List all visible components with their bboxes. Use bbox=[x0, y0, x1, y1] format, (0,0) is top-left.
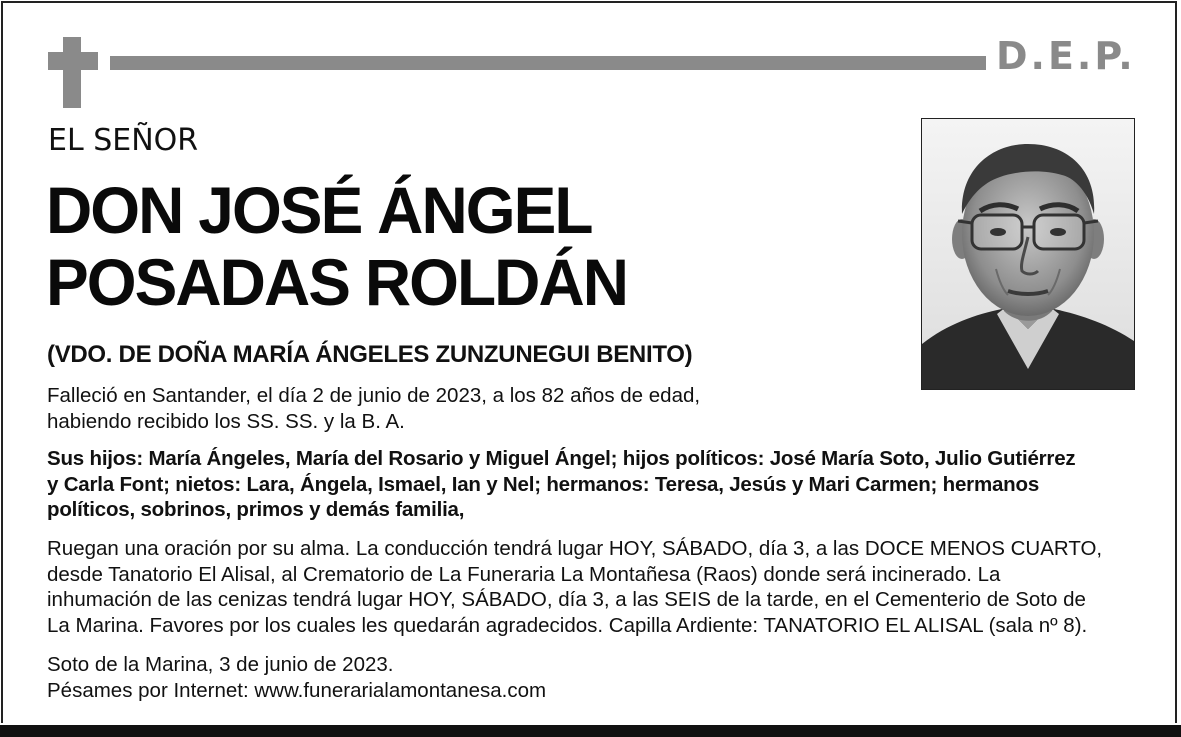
family-line: políticos, sobrinos, primos y demás familia, bbox=[47, 498, 465, 521]
widower-of: (VDO. DE DOÑA MARÍA ÁNGELES ZUNZUNEGUI BENITO) bbox=[47, 341, 693, 368]
ceremony-details bbox=[47, 536, 1142, 638]
dep-label: D.E.P. bbox=[996, 34, 1136, 78]
ceremony-line: inhumación de las cenizas tendrá lugar HOY, SÁBADO, día 3, a las SEIS de la tarde, en el Cementerio de Soto de bbox=[47, 588, 1086, 611]
death-details-line1: Falleció en Santander, el día 2 de junio de 2023, a los 82 años de edad, bbox=[47, 384, 701, 407]
deceased-name bbox=[46, 174, 880, 318]
portrait-illustration bbox=[922, 119, 1134, 389]
cross-icon bbox=[63, 37, 81, 108]
portrait-photo bbox=[921, 118, 1135, 390]
header-rule bbox=[110, 56, 986, 70]
death-details-line2: habiendo recibido los SS. SS. y la B. A. bbox=[47, 409, 405, 433]
deceased-name-line2: POSADAS ROLDÁN bbox=[46, 245, 628, 319]
ceremony-line: La Marina. Favores por los cuales les quedarán agradecidos. Capilla Ardiente: TANATORIO EL ALISAL (sala nº 8). bbox=[47, 613, 1088, 637]
deceased-name-line1: DON JOSÉ ÁNGEL bbox=[46, 173, 592, 247]
ceremony-line: Ruegan una oración por su alma. La conducción tendrá lugar HOY, SÁBADO, día 3, a las DOCE MENOS CUARTO, bbox=[47, 537, 1103, 560]
honorific: EL SEÑOR bbox=[48, 123, 199, 158]
bottom-bar bbox=[0, 725, 1181, 737]
ceremony-line: desde Tanatorio El Alisal, al Crematorio de La Funeraria La Montañesa (Raos) donde será incinerado. La bbox=[47, 562, 1001, 586]
condolences-web: Pésames por Internet: www.funerarialamontanesa.com bbox=[47, 679, 547, 702]
place-date: Soto de la Marina, 3 de junio de 2023. bbox=[47, 653, 394, 676]
cross-icon-arm bbox=[48, 52, 98, 70]
family-list bbox=[47, 446, 1137, 523]
family-line: Sus hijos: María Ángeles, María del Rosario y Miguel Ángel; hijos políticos: José María Soto, Julio Gutiérrez bbox=[47, 447, 1076, 470]
family-line: y Carla Font; nietos: Lara, Ángela, Ismael, Ian y Nel; hermanos: Teresa, Jesús y Mari Carmen; hermanos bbox=[47, 472, 1040, 496]
death-details bbox=[47, 383, 867, 434]
